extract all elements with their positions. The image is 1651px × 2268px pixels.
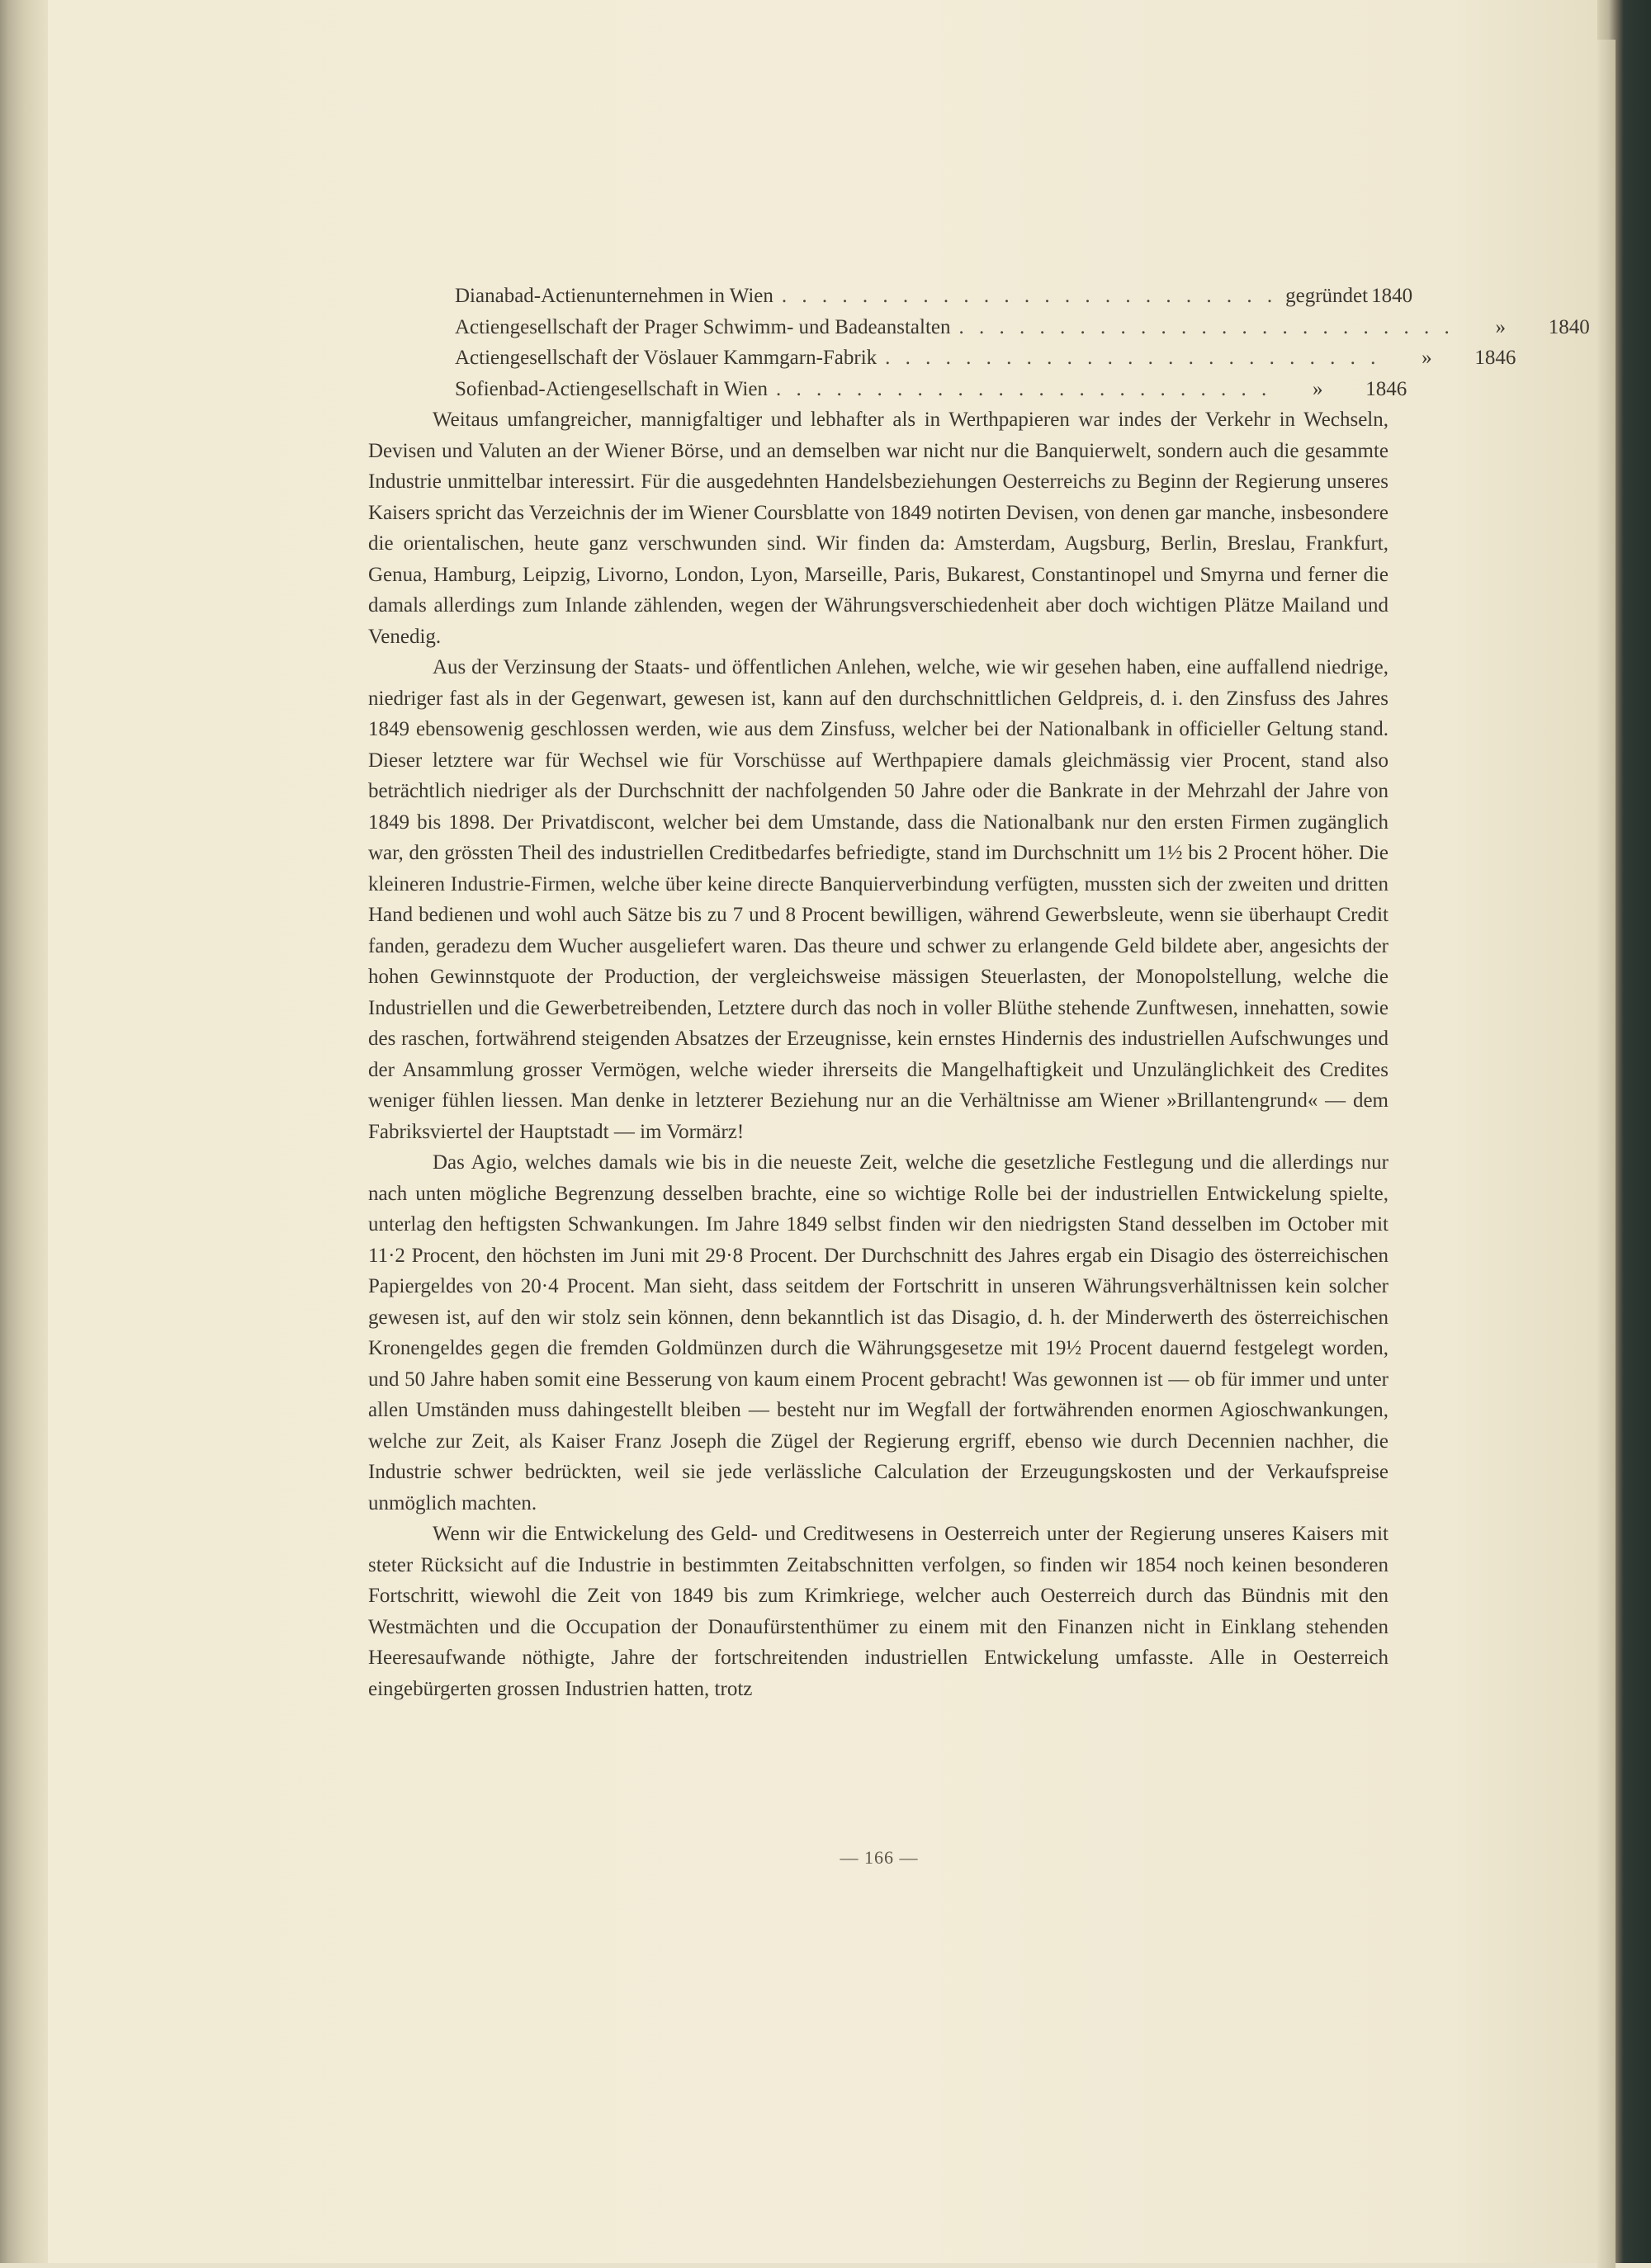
- paragraph-creditwesen: Wenn wir die Entwickelung des Geld- und Creditwesens in Oesterreich unter der Regierung unseres Kaisers mit steter Rücksicht auf die Industrie in bestimmten Zeitabschnitten verfolgen, so finden wir 1854 noch keinen besonderen Fortschritt, wiewohl die Zeit von 1849 bis zum Krimkriege, welcher auch Oesterreich durch das Bündnis mit den Westmächten und die Occupation der Donaufürstenthümer zu einem mit den Finanzen nicht in Einklang stehenden Heeresaufwande nöthigte, Jahre der fortschreitenden industriellen Entwickelung umfasste. Alle in Oesterreich eingebürgerten grossen Industrien hatten, trotz: [368, 1523, 1388, 1700]
- paragraph-zinsfuss: Aus der Verzinsung der Staats- und öffentlichen Anlehen, welche, wie wir gesehen haben, eine auffallend niedrige, niedriger fast als in der Gegenwart, gewesen ist, kann auf den durchschnittlichen Geldpreis, d. i. den Zinsfuss des Jahres 1849 ebensowenig geschlossen werden, wie aus dem Zinsfuss, welcher bei der Nationalbank in officieller Geltung stand. Dieser letztere war für Wechsel wie für Vorschüsse auf Werthpapiere damals gleichmässig vier Procent, stand also beträchtlich niedriger als der Durchschnitt der nachfolgenden 50 Jahre oder die Bankrate in der Mehrzahl der Jahre von 1849 bis 1898. Der Privatdiscont, welcher bei dem Umstande, dass die Nationalbank nur den ersten Firmen zugänglich war, den grössten Theil des industriellen Creditbedarfes befriedigte, stand im Durchschnitt um 1½ bis 2 Procent höher. Die kleineren Industrie-Firmen, welche über keine directe Banquierverbindung verfügten, mussten sich der zweiten und dritten Hand bedienen und wohl auch Sätze bis zu 7 und 8 Procent bewilligen, während Gewerbsleute, wenn sie überhaupt Credit fanden, geradezu dem Wucher ausgeliefert waren. Das theure und schwer zu erlangende Geld bildete aber, angesichts der hohen Gewinnstquote der Production, der vergleichsweise mässigen Steuerlasten, der Monopolstellung, welche die Industriellen und die Gewerbetreibenden, Letztere durch das noch in voller Blüthe stehende Zunftwesen, innehatten, sowie des raschen, fortwährend steigenden Absatzes der Erzeugnisse, kein ernstes Hindernis des industriellen Aufschwunges und der Ansammlung grosser Vermögen, welche wieder ihrerseits die Mangelhaftigkeit und Unzulänglichkeit des Credites weniger fühlen liessen. Man denke in letzterer Beziehung nur an die Verhältnisse am Wiener »Brillantengrund« — dem Fabriksviertel der Hauptstadt — im Vormärz!: [368, 656, 1388, 1143]
- page-edge: [1597, 40, 1616, 2268]
- list-item: Actiengesellschaft der Prager Schwimm- und Badeanstalten . . . . . . . . . . . . . . . . . . . . . . . . . » 1840: [455, 315, 1590, 338]
- company-list: [455, 281, 1590, 404]
- list-item: Dianabad-Actienunternehmen in Wien . . . . . . . . . . . . . . . . . . . . . . . . . gegründet 1840: [455, 285, 1413, 307]
- page-gutter: [0, 0, 48, 2263]
- list-item: Actiengesellschaft der Vöslauer Kammgarn-Fabrik . . . . . . . . . . . . . . . . . . . . . . . . . » 1846: [455, 347, 1516, 369]
- page-number: — 166 —: [840, 1847, 919, 1868]
- paragraph-devisen: Weitaus umfangreicher, mannigfaltiger und lebhafter als in Werthpapieren war indes der Verkehr in Wechseln, Devisen und Valuten an der Wiener Börse, und an demselben war nicht nur die Banquierwelt, sondern auch die gesammte Industrie unmittelbar interessirt. Für die ausgedehnten Handelsbeziehungen Oesterreichs zu Beginn der Regierung unseres Kaisers spricht das Verzeichnis der im Wiener Coursblatte von 1849 notirten Devisen, von denen gar manche, insbesondere die orientalischen, heute ganz verschwunden sind. Wir finden da: Amsterdam, Augsburg, Berlin, Breslau, Frankfurt, Genua, Hamburg, Leipzig, Livorno, London, Lyon, Marseille, Paris, Bukarest, Constantinopel und Smyrna und ferner die damals allerdings zum Inlande zählenden, wegen der Währungsverschiedenheit aber doch wichtigen Plätze Mailand und Venedig.: [368, 409, 1388, 648]
- text-column: [368, 281, 1590, 1704]
- paragraph-agio: Das Agio, welches damals wie bis in die neueste Zeit, welche die gesetzliche Festlegung und die allerdings nur nach unten mögliche Begrenzung desselben brachte, eine so wichtige Rolle bei der industriellen Entwickelung spielte, unterlag den heftigsten Schwankungen. Im Jahre 1849 selbst finden wir den niedrigsten Stand desselben im October mit 11·2 Procent, den höchsten im Juni mit 29·8 Procent. Der Durchschnitt des Jahres ergab ein Disagio des österreichischen Papiergeldes von 20·4 Procent. Man sieht, dass seitdem der Fortschritt in unseren Währungsverhältnissen kein solcher gewesen ist, auf den wir stolz sein können, denn bekanntlich ist das Disagio, d. h. der Minderwerth des österreichischen Kronengeldes gegen die fremden Goldmünzen durch die Währungsgesetze mit 19½ Procent dauernd festgelegt worden, und 50 Jahre haben somit eine Besserung von kaum einem Procent gebracht! Was gewonnen ist — ob für immer und unter allen Umständen muss dahingestellt bleiben — besteht nur im Wegfall der fortwährenden enormen Agioschwankungen, welche zur Zeit, als Kaiser Franz Joseph die Zügel der Regierung ergriff, ebenso wie durch Decennien nachher, die Industrie schwer bedrückten, weil sie jede verlässliche Calculation der Erzeugungskosten und der Verkaufspreise unmöglich machten.: [368, 1151, 1388, 1514]
- list-item: Sofienbad-Actiengesellschaft in Wien . . . . . . . . . . . . . . . . . . . . . . . . . » 1846: [455, 377, 1407, 400]
- book-binding-edge: [1597, 0, 1651, 2263]
